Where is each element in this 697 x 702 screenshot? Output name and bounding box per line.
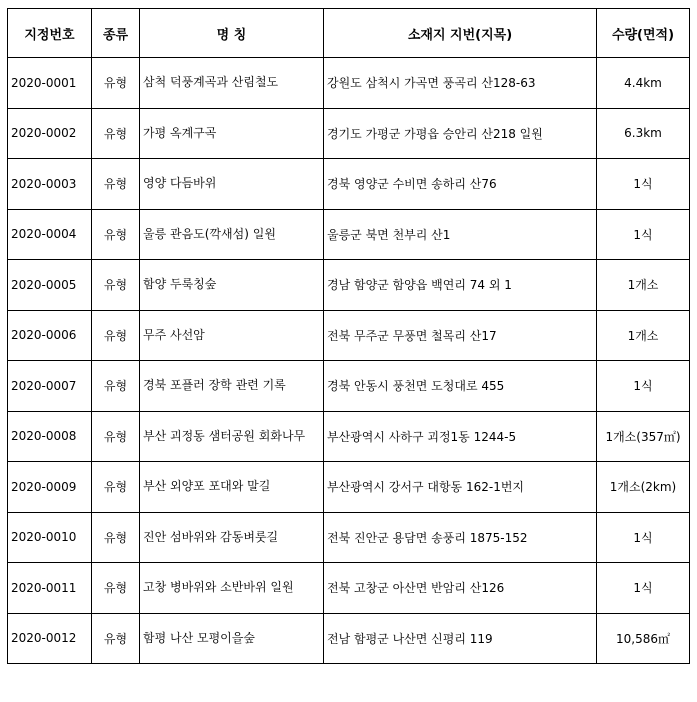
header-number: 지정번호 (8, 9, 92, 58)
cell-quantity: 1개소 (597, 310, 690, 361)
table-row (8, 209, 690, 260)
header-type: 종류 (92, 9, 140, 58)
table-row (8, 310, 690, 361)
cell-number: 2020-0004 (8, 209, 92, 260)
cell-quantity: 10,586㎡ (597, 613, 690, 664)
cell-type: 유형 (92, 310, 140, 361)
cell-name: 부산 외양포 포대와 말길 (140, 462, 324, 513)
cell-quantity: 1식 (597, 209, 690, 260)
cell-number: 2020-0007 (8, 361, 92, 412)
table-row (8, 512, 690, 563)
cell-name: 함양 두룩칭숲 (140, 260, 324, 311)
cell-name: 삼척 덕풍계곡과 산림철도 (140, 58, 324, 109)
cell-quantity: 1식 (597, 361, 690, 412)
cell-number: 2020-0009 (8, 462, 92, 513)
cell-quantity: 1개소(2km) (597, 462, 690, 513)
cell-location: 경남 함양군 함양읍 백연리 74 외 1 (324, 260, 597, 311)
cell-type: 유형 (92, 361, 140, 412)
cell-name: 무주 사선암 (140, 310, 324, 361)
cell-name: 진안 섬바위와 감동벼룻길 (140, 512, 324, 563)
cell-type: 유형 (92, 462, 140, 513)
cell-location: 경북 영양군 수비면 송하리 산76 (324, 159, 597, 210)
cell-number: 2020-0001 (8, 58, 92, 109)
table-row (8, 462, 690, 513)
cell-number: 2020-0003 (8, 159, 92, 210)
table-row (8, 260, 690, 311)
table-row (8, 159, 690, 210)
cell-type: 유형 (92, 613, 140, 664)
cell-quantity: 4.4km (597, 58, 690, 109)
cell-location: 전남 함평군 나산면 신평리 119 (324, 613, 597, 664)
cell-location: 경북 안동시 풍천면 도청대로 455 (324, 361, 597, 412)
cell-number: 2020-0012 (8, 613, 92, 664)
cell-name: 부산 괴정동 샘터공원 회화나무 (140, 411, 324, 462)
cell-location: 전북 고창군 아산면 반암리 산126 (324, 563, 597, 614)
cell-name: 영양 다듬바위 (140, 159, 324, 210)
cell-name: 고창 병바위와 소반바위 일원 (140, 563, 324, 614)
cell-quantity: 1개소(357㎡) (597, 411, 690, 462)
table-row (8, 563, 690, 614)
cell-number: 2020-0008 (8, 411, 92, 462)
table-row (8, 411, 690, 462)
cell-quantity: 1개소 (597, 260, 690, 311)
cell-name: 가평 옥계구곡 (140, 108, 324, 159)
cell-quantity: 1식 (597, 563, 690, 614)
cell-type: 유형 (92, 411, 140, 462)
header-quantity: 수량(면적) (597, 9, 690, 58)
table-row (8, 108, 690, 159)
cell-name: 함평 나산 모평이을숲 (140, 613, 324, 664)
table-row (8, 58, 690, 109)
header-row (8, 9, 690, 58)
cell-type: 유형 (92, 159, 140, 210)
cell-number: 2020-0002 (8, 108, 92, 159)
cell-quantity: 1식 (597, 159, 690, 210)
cell-number: 2020-0006 (8, 310, 92, 361)
cell-quantity: 1식 (597, 512, 690, 563)
cell-location: 전북 무주군 무풍면 철목리 산17 (324, 310, 597, 361)
cell-name: 경북 포플러 장학 관련 기록 (140, 361, 324, 412)
heritage-registry-table (7, 8, 690, 664)
cell-type: 유형 (92, 108, 140, 159)
cell-type: 유형 (92, 563, 140, 614)
cell-type: 유형 (92, 58, 140, 109)
table-row (8, 361, 690, 412)
cell-number: 2020-0011 (8, 563, 92, 614)
cell-quantity: 6.3km (597, 108, 690, 159)
table-row (8, 613, 690, 664)
cell-location: 강원도 삼척시 가곡면 풍곡리 산128-63 (324, 58, 597, 109)
cell-name: 울릉 관음도(깍새섬) 일원 (140, 209, 324, 260)
cell-location: 부산광역시 강서구 대항동 162-1번지 (324, 462, 597, 513)
header-location: 소재지 지번(지목) (324, 9, 597, 58)
cell-location: 부산광역시 사하구 괴정1동 1244-5 (324, 411, 597, 462)
cell-number: 2020-0005 (8, 260, 92, 311)
table-body (8, 58, 690, 664)
cell-number: 2020-0010 (8, 512, 92, 563)
cell-type: 유형 (92, 512, 140, 563)
cell-location: 울릉군 북면 천부리 산1 (324, 209, 597, 260)
header-name: 명 칭 (140, 9, 324, 58)
cell-type: 유형 (92, 260, 140, 311)
cell-type: 유형 (92, 209, 140, 260)
cell-location: 전북 진안군 용담면 송풍리 1875-152 (324, 512, 597, 563)
cell-location: 경기도 가평군 가평읍 승안리 산218 일원 (324, 108, 597, 159)
